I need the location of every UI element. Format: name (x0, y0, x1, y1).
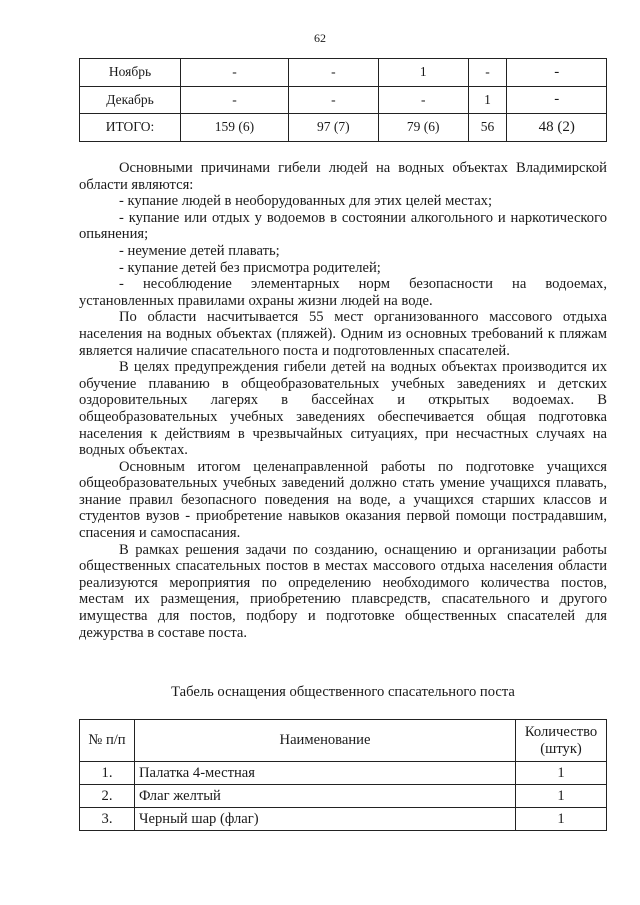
list-item-cause: - купание или отдых у водоемов в состоянии алкогольного и наркотического опьянения; (79, 209, 607, 243)
stats-row-label: Ноябрь (80, 59, 181, 87)
equipment-row (80, 762, 607, 785)
equipment-quantity: 1 (516, 762, 607, 785)
list-item-cause: - купание людей в необорудованных для этих целей местах; (119, 193, 493, 210)
stats-cell: - (507, 59, 607, 87)
equipment-quantity: 1 (516, 785, 607, 808)
stats-table-body (80, 59, 607, 142)
paragraph-beaches: По области насчитывается 55 мест организованного массового отдыха населения на водных объектах (пляжей). Одним из основных требований к пляжам является наличие спасательного поста и подготовленных спасателей. (79, 309, 607, 359)
equipment-number: 1. (80, 762, 135, 785)
stats-cell: - (181, 59, 289, 87)
header-number: № п/п (80, 720, 135, 762)
equipment-quantity: 1 (516, 808, 607, 831)
paragraph-child-training: В целях предупреждения гибели детей на водных объектах производится их обучение плаванию в общеобразовательных учебных заведениях и детских оздоровительных лагерях в бассейнах и открытых водоемах. В общеобразовательных учебных заведениях обеспечивается общая подготовка населения к действиям в чрезвычайных ситуациях, при несчастных случаях на водных объектах. (79, 359, 607, 459)
equipment-name: Флаг желтый (135, 785, 516, 808)
stats-cell: 56 (468, 114, 507, 142)
page-number: 62 (314, 31, 326, 45)
stats-row-label: Декабрь (80, 86, 181, 114)
equipment-header-row (80, 720, 607, 762)
stats-cell: - (378, 86, 468, 114)
stats-cell: 1 (468, 86, 507, 114)
paragraph-results: Основным итогом целенаправленной работы по подготовке учащихся общеобразовательных учебных заведений должно стать умение учащихся плавать, знание правил безопасного поведения на воде, а учащихся старших классов и студентов вузов - приобретение навыков оказания первой помощи пострадавшим, спасения и самоспасания. (79, 458, 607, 542)
stats-cell: 97 (7) (288, 114, 378, 142)
equipment-name: Палатка 4-местная (135, 762, 516, 785)
stats-row (80, 86, 607, 114)
equipment-table-body (80, 762, 607, 831)
stats-table (79, 58, 607, 142)
stats-cell: 48 (2) (507, 114, 607, 142)
equipment-number: 3. (80, 808, 135, 831)
stats-cell: - (288, 86, 378, 114)
stats-cell: - (288, 59, 378, 87)
body-text (79, 160, 607, 641)
list-item-cause: - купание детей без присмотра родителей; (119, 259, 381, 276)
stats-cell: - (181, 86, 289, 114)
equipment-number: 2. (80, 785, 135, 808)
header-quantity: Количество (штук) (516, 720, 607, 762)
stats-cell: - (507, 86, 607, 114)
stats-row-label: ИТОГО: (80, 114, 181, 142)
stats-cell: 159 (6) (181, 114, 289, 142)
equipment-table-caption: Табель оснащения общественного спасательного поста (171, 684, 515, 700)
equipment-row (80, 808, 607, 831)
header-name: Наименование (135, 720, 516, 762)
stats-row (80, 59, 607, 87)
equipment-row (80, 785, 607, 808)
stats-cell: 1 (378, 59, 468, 87)
equipment-name: Черный шар (флаг) (135, 808, 516, 831)
stats-cell: 79 (6) (378, 114, 468, 142)
equipment-table (79, 719, 607, 831)
stats-cell: - (468, 59, 507, 87)
paragraph-rescue-posts: В рамках решения задачи по созданию, оснащению и организации работы общественных спасательных постов в местах массового отдыха населения области реализуются мероприятия по определению необходимого количества постов, местам их размещения, приобретению плавсредств, спасательного и другого имущества для постов, подбору и подготовке общественных спасателей для дежурства в составе поста. (79, 541, 607, 641)
paragraph-causes-intro: Основными причинами гибели людей на водных объектах Владимирской области являются: (79, 160, 607, 193)
stats-row (80, 114, 607, 142)
list-item-cause: - несоблюдение элементарных норм безопасности на водоемах, установленных правилами охраны жизни людей на воде. (79, 276, 607, 309)
list-item-cause: - неумение детей плавать; (119, 242, 280, 259)
